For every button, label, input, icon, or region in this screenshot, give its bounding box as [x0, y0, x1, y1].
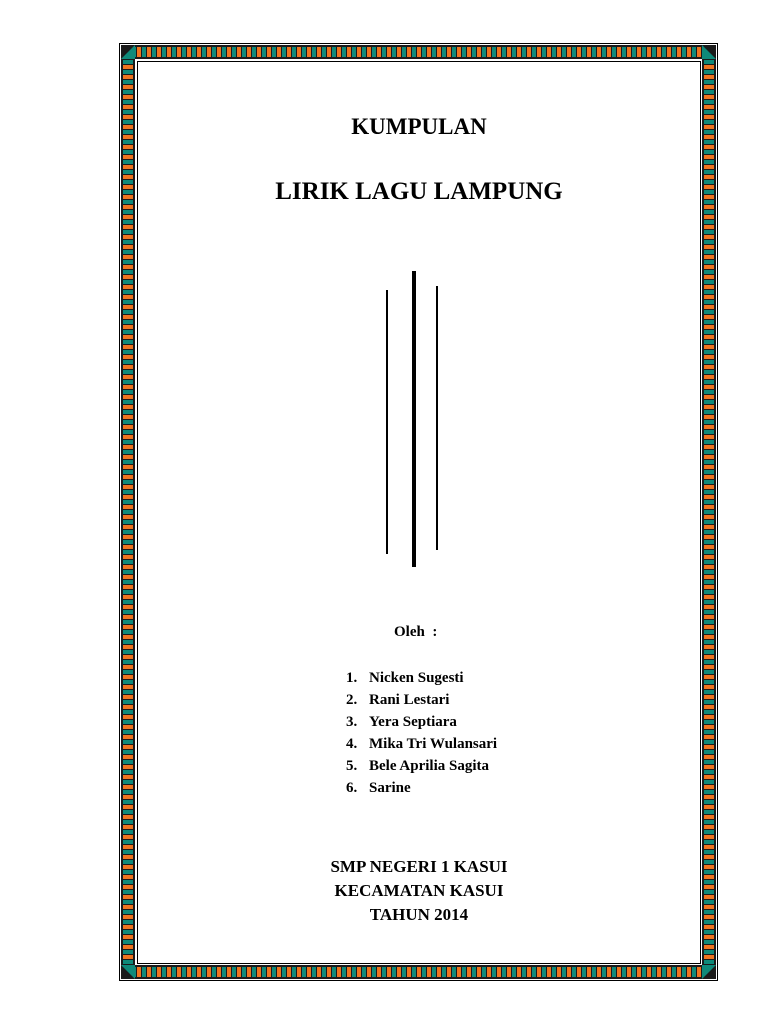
author-name: Nicken Sugesti [369, 670, 464, 686]
corner-ornament-top-left [121, 45, 135, 59]
decorative-border-bottom [121, 965, 716, 979]
author-name: Yera Septiara [369, 714, 457, 730]
author-name: Sarine [369, 780, 411, 796]
author-item [346, 755, 497, 777]
year-label: TAHUN 2014 [369, 905, 469, 924]
author-item [346, 689, 497, 711]
author-number: 3. [346, 714, 358, 730]
author-name: Rani Lestari [369, 692, 450, 708]
district-name: KECAMATAN KASUI [334, 881, 504, 900]
corner-ornament-bottom-left [121, 965, 135, 979]
author-item [346, 777, 497, 799]
decorative-border-left [121, 59, 135, 965]
corner-ornament-top-right [702, 45, 716, 59]
decorative-vertical-line-left [386, 290, 388, 554]
title-line-2: LIRIK LAGU LAMPUNG [275, 178, 563, 205]
corner-ornament-bottom-right [702, 965, 716, 979]
decorative-border-right [702, 59, 716, 965]
by-label: Oleh : [394, 624, 438, 640]
decorative-vertical-line-center [412, 271, 416, 567]
author-name: Mika Tri Wulansari [369, 736, 498, 752]
author-item [346, 667, 497, 689]
author-number: 4. [346, 736, 358, 752]
author-number: 6. [346, 780, 358, 796]
author-list [346, 667, 497, 799]
school-name: SMP NEGERI 1 KASUI [330, 857, 508, 876]
author-number: 1. [346, 670, 358, 686]
author-number: 5. [346, 758, 358, 774]
title-line-1: KUMPULAN [351, 114, 487, 139]
decorative-vertical-line-right [436, 286, 438, 550]
author-name: Bele Aprilia Sagita [369, 758, 489, 774]
decorative-border-top [121, 45, 716, 59]
author-number: 2. [346, 692, 358, 708]
author-item [346, 711, 497, 733]
author-item [346, 733, 497, 755]
